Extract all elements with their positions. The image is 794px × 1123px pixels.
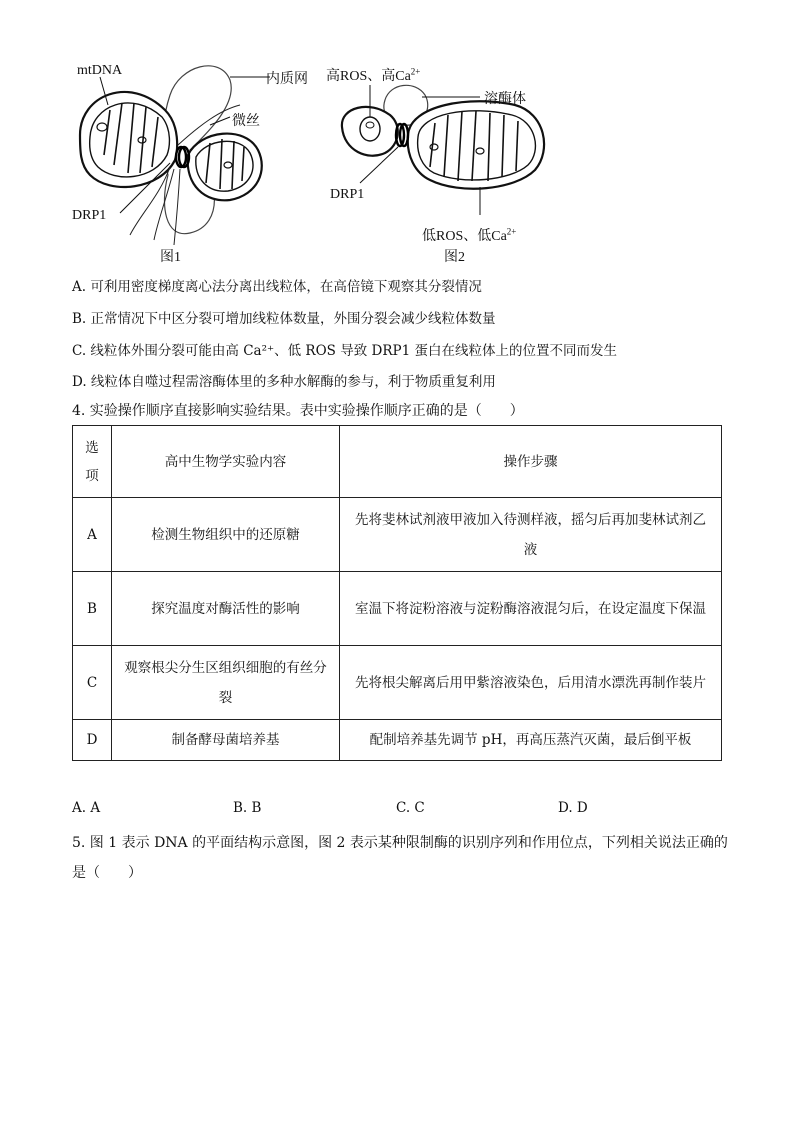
fig2-low-label-text: 低ROS、低Ca xyxy=(422,229,507,244)
q3-option-b: B. 正常情况下中区分裂可增加线粒体数量，外围分裂会减少线粒体数量 xyxy=(72,311,496,327)
q4-answer-d: D. D xyxy=(558,800,588,816)
q5-stem-line1: 5. 图 1 表示 DNA 的平面结构示意图，图 2 表示某种限制酶的识别序列和作用位点，下列相关说法正确的 xyxy=(72,835,728,851)
q4-stem: 4. 实验操作顺序直接影响实验结果。表中实验操作顺序正确的是（ ） xyxy=(72,403,524,419)
q4-answer-c: C. C xyxy=(396,800,425,816)
fig2-drp1-label: DRP1 xyxy=(330,187,365,202)
header-option: 选项 xyxy=(73,426,112,498)
row-d-steps: 配制培养基先调节 pH，再高压蒸汽灭菌，最后倒平板 xyxy=(340,720,722,761)
table-row xyxy=(73,572,722,646)
row-c-option: C xyxy=(73,646,112,720)
row-b-option: B xyxy=(73,572,112,646)
table-row xyxy=(73,646,722,720)
q3-option-a: A. 可利用密度梯度离心法分离出线粒体，在高倍镜下观察其分裂情况 xyxy=(72,279,482,295)
q3-option-c: C. 线粒体外围分裂可能由高 Ca²⁺、低 ROS 导致 DRP1 蛋白在线粒体上的位置不同而发生 xyxy=(72,343,617,359)
q4-answer-a: A. A xyxy=(72,800,101,816)
fig2-low-ros-ca-label xyxy=(422,225,516,245)
row-d-content: 制备酵母菌培养基 xyxy=(112,720,340,761)
row-a-content: 检测生物组织中的还原糖 xyxy=(112,498,340,572)
row-b-steps: 室温下将淀粉溶液与淀粉酶溶液混匀后，在设定温度下保温 xyxy=(340,572,722,646)
fig2-low-label-sup: 2+ xyxy=(506,226,517,237)
fig2-high-label-sup: 2+ xyxy=(410,66,421,77)
fig2-caption: 图2 xyxy=(444,250,465,265)
fig1-caption: 图1 xyxy=(160,250,181,265)
fig1-mtdna-label: mtDNA xyxy=(77,63,123,78)
fig1-drp1-label: DRP1 xyxy=(72,208,107,223)
q5-stem-line2: 是（ ） xyxy=(72,865,142,881)
row-c-steps: 先将根尖解离后用甲紫溶液染色，后用清水漂洗再制作装片 xyxy=(340,646,722,720)
fig2-lysosome-label: 溶酶体 xyxy=(484,92,526,107)
fig1-er-label: 内质网 xyxy=(266,72,308,87)
row-a-steps: 先将斐林试剂液甲液加入待测样液，摇匀后再加斐林试剂乙液 xyxy=(340,498,722,572)
row-d-option: D xyxy=(73,720,112,761)
row-b-content: 探究温度对酶活性的影响 xyxy=(112,572,340,646)
fig2-high-label-text: 高ROS、高Ca xyxy=(326,69,411,84)
table-row xyxy=(73,498,722,572)
fig1-microfilament-label: 微丝 xyxy=(232,114,260,129)
row-c-content: 观察根尖分生区组织细胞的有丝分裂 xyxy=(112,646,340,720)
header-steps: 操作步骤 xyxy=(340,426,722,498)
table-row xyxy=(73,720,722,761)
row-a-option: A xyxy=(73,498,112,572)
q4-experiment-table xyxy=(72,425,722,761)
fig2-high-ros-ca-label xyxy=(326,65,420,85)
q3-option-d: D. 线粒体自噬过程需溶酶体里的多种水解酶的参与，利于物质重复利用 xyxy=(72,374,496,390)
q4-answer-b: B. B xyxy=(233,800,262,816)
header-content: 高中生物学实验内容 xyxy=(112,426,340,498)
table-header-row xyxy=(73,426,722,498)
